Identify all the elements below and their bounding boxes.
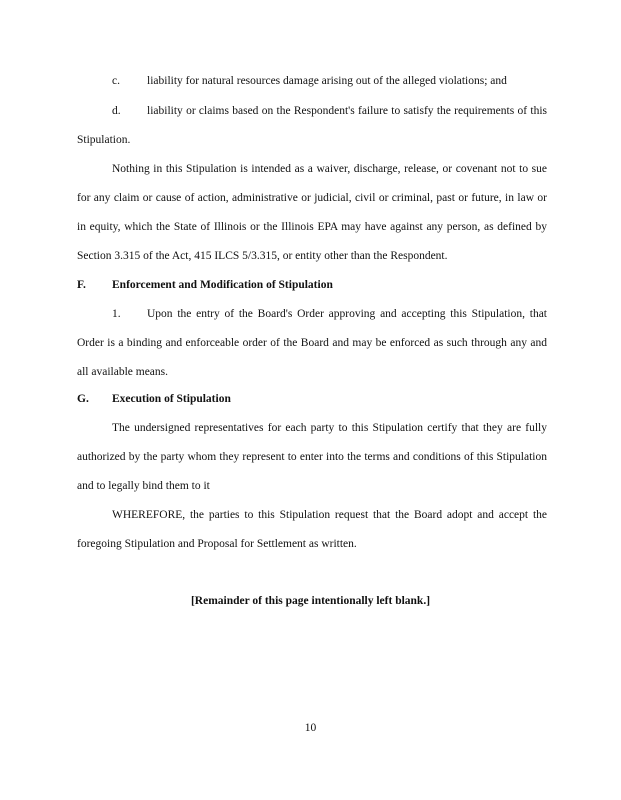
- page-number: 10: [304, 722, 317, 734]
- section-f-item-line-1: Upon the entry of the Board's Order approving and accepting this Stipulation, that: [147, 308, 547, 320]
- remainder-note: [Remainder of this page intentionally left blank.]: [190, 595, 431, 607]
- list-item-d-continuation: Stipulation.: [77, 134, 131, 146]
- list-item-d-text: liability or claims based on the Respondent's failure to satisfy the requirements of this: [147, 105, 547, 117]
- section-f-item-line-3: all available means.: [77, 366, 169, 378]
- nothing-paragraph-line-4: Section 3.315 of the Act, 415 ILCS 5/3.315, or entity other than the Respondent.: [77, 250, 448, 262]
- section-f-item-number: 1.: [112, 308, 121, 320]
- wherefore-line-1: WHEREFORE, the parties to this Stipulation request that the Board adopt and accept the: [112, 509, 547, 521]
- section-g-line-3: and to legally bind them to it: [77, 480, 210, 492]
- wherefore-line-2: foregoing Stipulation and Proposal for Settlement as written.: [77, 538, 357, 550]
- section-f-title: Enforcement and Modification of Stipulation: [112, 279, 333, 291]
- list-marker-d: d.: [112, 105, 121, 117]
- section-g-title: Execution of Stipulation: [112, 393, 231, 405]
- nothing-paragraph-line-2: for any claim or cause of action, administrative or judicial, civil or criminal, past or future, in law or: [77, 192, 547, 204]
- nothing-paragraph-line-3: in equity, which the State of Illinois or the Illinois EPA may have against any person, as defined by: [77, 221, 547, 233]
- list-item-c-text: liability for natural resources damage arising out of the alleged violations; and: [147, 75, 507, 87]
- section-g-letter: G.: [77, 393, 89, 405]
- section-g-line-2: authorized by the party whom they represent to enter into the terms and conditions of this Stipulation: [77, 451, 547, 463]
- nothing-paragraph-line-1: Nothing in this Stipulation is intended as a waiver, discharge, release, or covenant not to sue: [112, 163, 547, 175]
- section-f-item-line-2: Order is a binding and enforceable order of the Board and may be enforced as such through any and: [77, 337, 547, 349]
- list-marker-c: c.: [112, 75, 120, 87]
- section-g-line-1: The undersigned representatives for each party to this Stipulation certify that they are fully: [112, 422, 547, 434]
- section-f-letter: F.: [77, 279, 86, 291]
